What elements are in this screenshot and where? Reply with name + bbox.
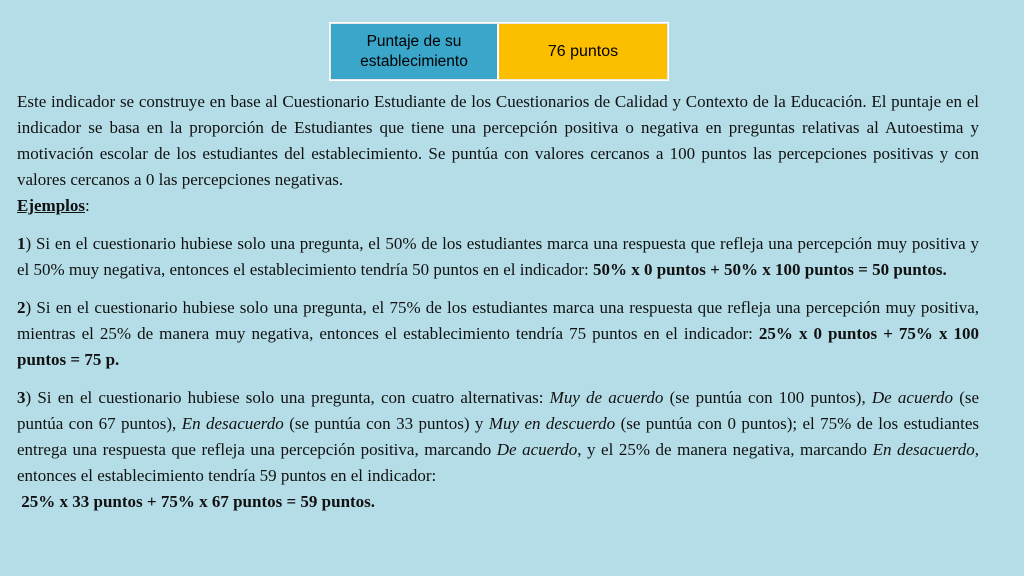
score-value: 76 puntos — [547, 42, 619, 60]
score-label-line2: establecimiento — [360, 52, 468, 70]
example-3-text-4: (se puntúa con 33 puntos) y — [283, 414, 489, 433]
example-3-text-1: ) Si en el cuestionario hubiese solo una pregunta, con cuatro alternativas: — [25, 388, 550, 407]
example-3-number: 3 — [17, 388, 26, 407]
example-3 — [17, 385, 979, 489]
examples-heading: Ejemplos — [17, 196, 85, 215]
example-2-number: 2 — [17, 298, 26, 317]
examples-colon: : — [85, 196, 90, 215]
example-3-text-5: (se puntúa con 0 puntos); el 75% de los estudiantes entrega una respuesta que refleja una percepción positiva, marcando — [17, 414, 980, 459]
option-de-acuerdo-2: De acuerdo — [496, 440, 578, 459]
option-muy-de-acuerdo: Muy de acuerdo — [549, 388, 664, 407]
example-1 — [17, 231, 979, 283]
example-1-text: ) Si en el cuestionario hubiese solo una pregunta, el 50% de los estudiantes marca una respuesta que refleja una percepción muy positiva y el 50% muy negativa, entonces el establecimiento tendría 50 puntos en el indicador: — [17, 234, 979, 279]
option-de-acuerdo: De acuerdo — [871, 388, 953, 407]
example-1-number: 1 — [17, 234, 26, 253]
example-2-text: ) Si en el cuestionario hubiese solo una pregunta, el 75% de los estudiantes marca una respuesta que refleja una percepción muy positiva, mientras el 25% de manera muy negativa, entonces el establecimiento tendría 75 puntos en el indicador: — [17, 298, 979, 343]
example-2-formula: 25% x 0 puntos + 75% x 100 puntos = 75 p. — [17, 324, 980, 369]
score-label-cell — [331, 24, 499, 79]
example-3-text-2: (se puntúa con 100 puntos), — [663, 388, 872, 407]
option-en-desacuerdo-2: En desacuerdo — [872, 440, 975, 459]
examples-heading-line — [17, 193, 979, 219]
example-3-formula: 25% x 33 puntos + 75% x 67 puntos = 59 puntos. — [21, 492, 376, 511]
example-3-text-6: , y el 25% de manera negativa, marcando — [577, 440, 873, 459]
example-3-text-7: , entonces el establecimiento tendría 59 puntos en el indicador: — [17, 440, 979, 485]
score-table — [330, 23, 668, 80]
intro-paragraph: Este indicador se construye en base al Cuestionario Estudiante de los Cuestionarios de Calidad y Contexto de la Educación. El puntaje en el indicador se basa en la proporción de Estudiantes que tiene una percepción positiva o negativa en preguntas relativas al Autoestima y motivación escolar de los estudiantes del establecimiento. Se puntúa con valores cercanos a 100 puntos las percepciones positivas y con valores cercanos a 0 las percepciones negativas. — [17, 92, 979, 189]
score-label-line1: Puntaje de su — [366, 32, 462, 50]
content-body — [17, 89, 979, 515]
score-value-cell — [499, 24, 667, 79]
example-1-formula: 50% x 0 puntos + 50% x 100 puntos = 50 puntos. — [592, 260, 947, 279]
option-muy-en-descuerdo: Muy en descuerdo — [488, 414, 616, 433]
example-3-text-3: (se puntúa con 67 puntos), — [17, 388, 980, 433]
example-3-formula-line — [17, 489, 979, 515]
option-en-desacuerdo: En desacuerdo — [181, 414, 284, 433]
example-2 — [17, 295, 979, 373]
